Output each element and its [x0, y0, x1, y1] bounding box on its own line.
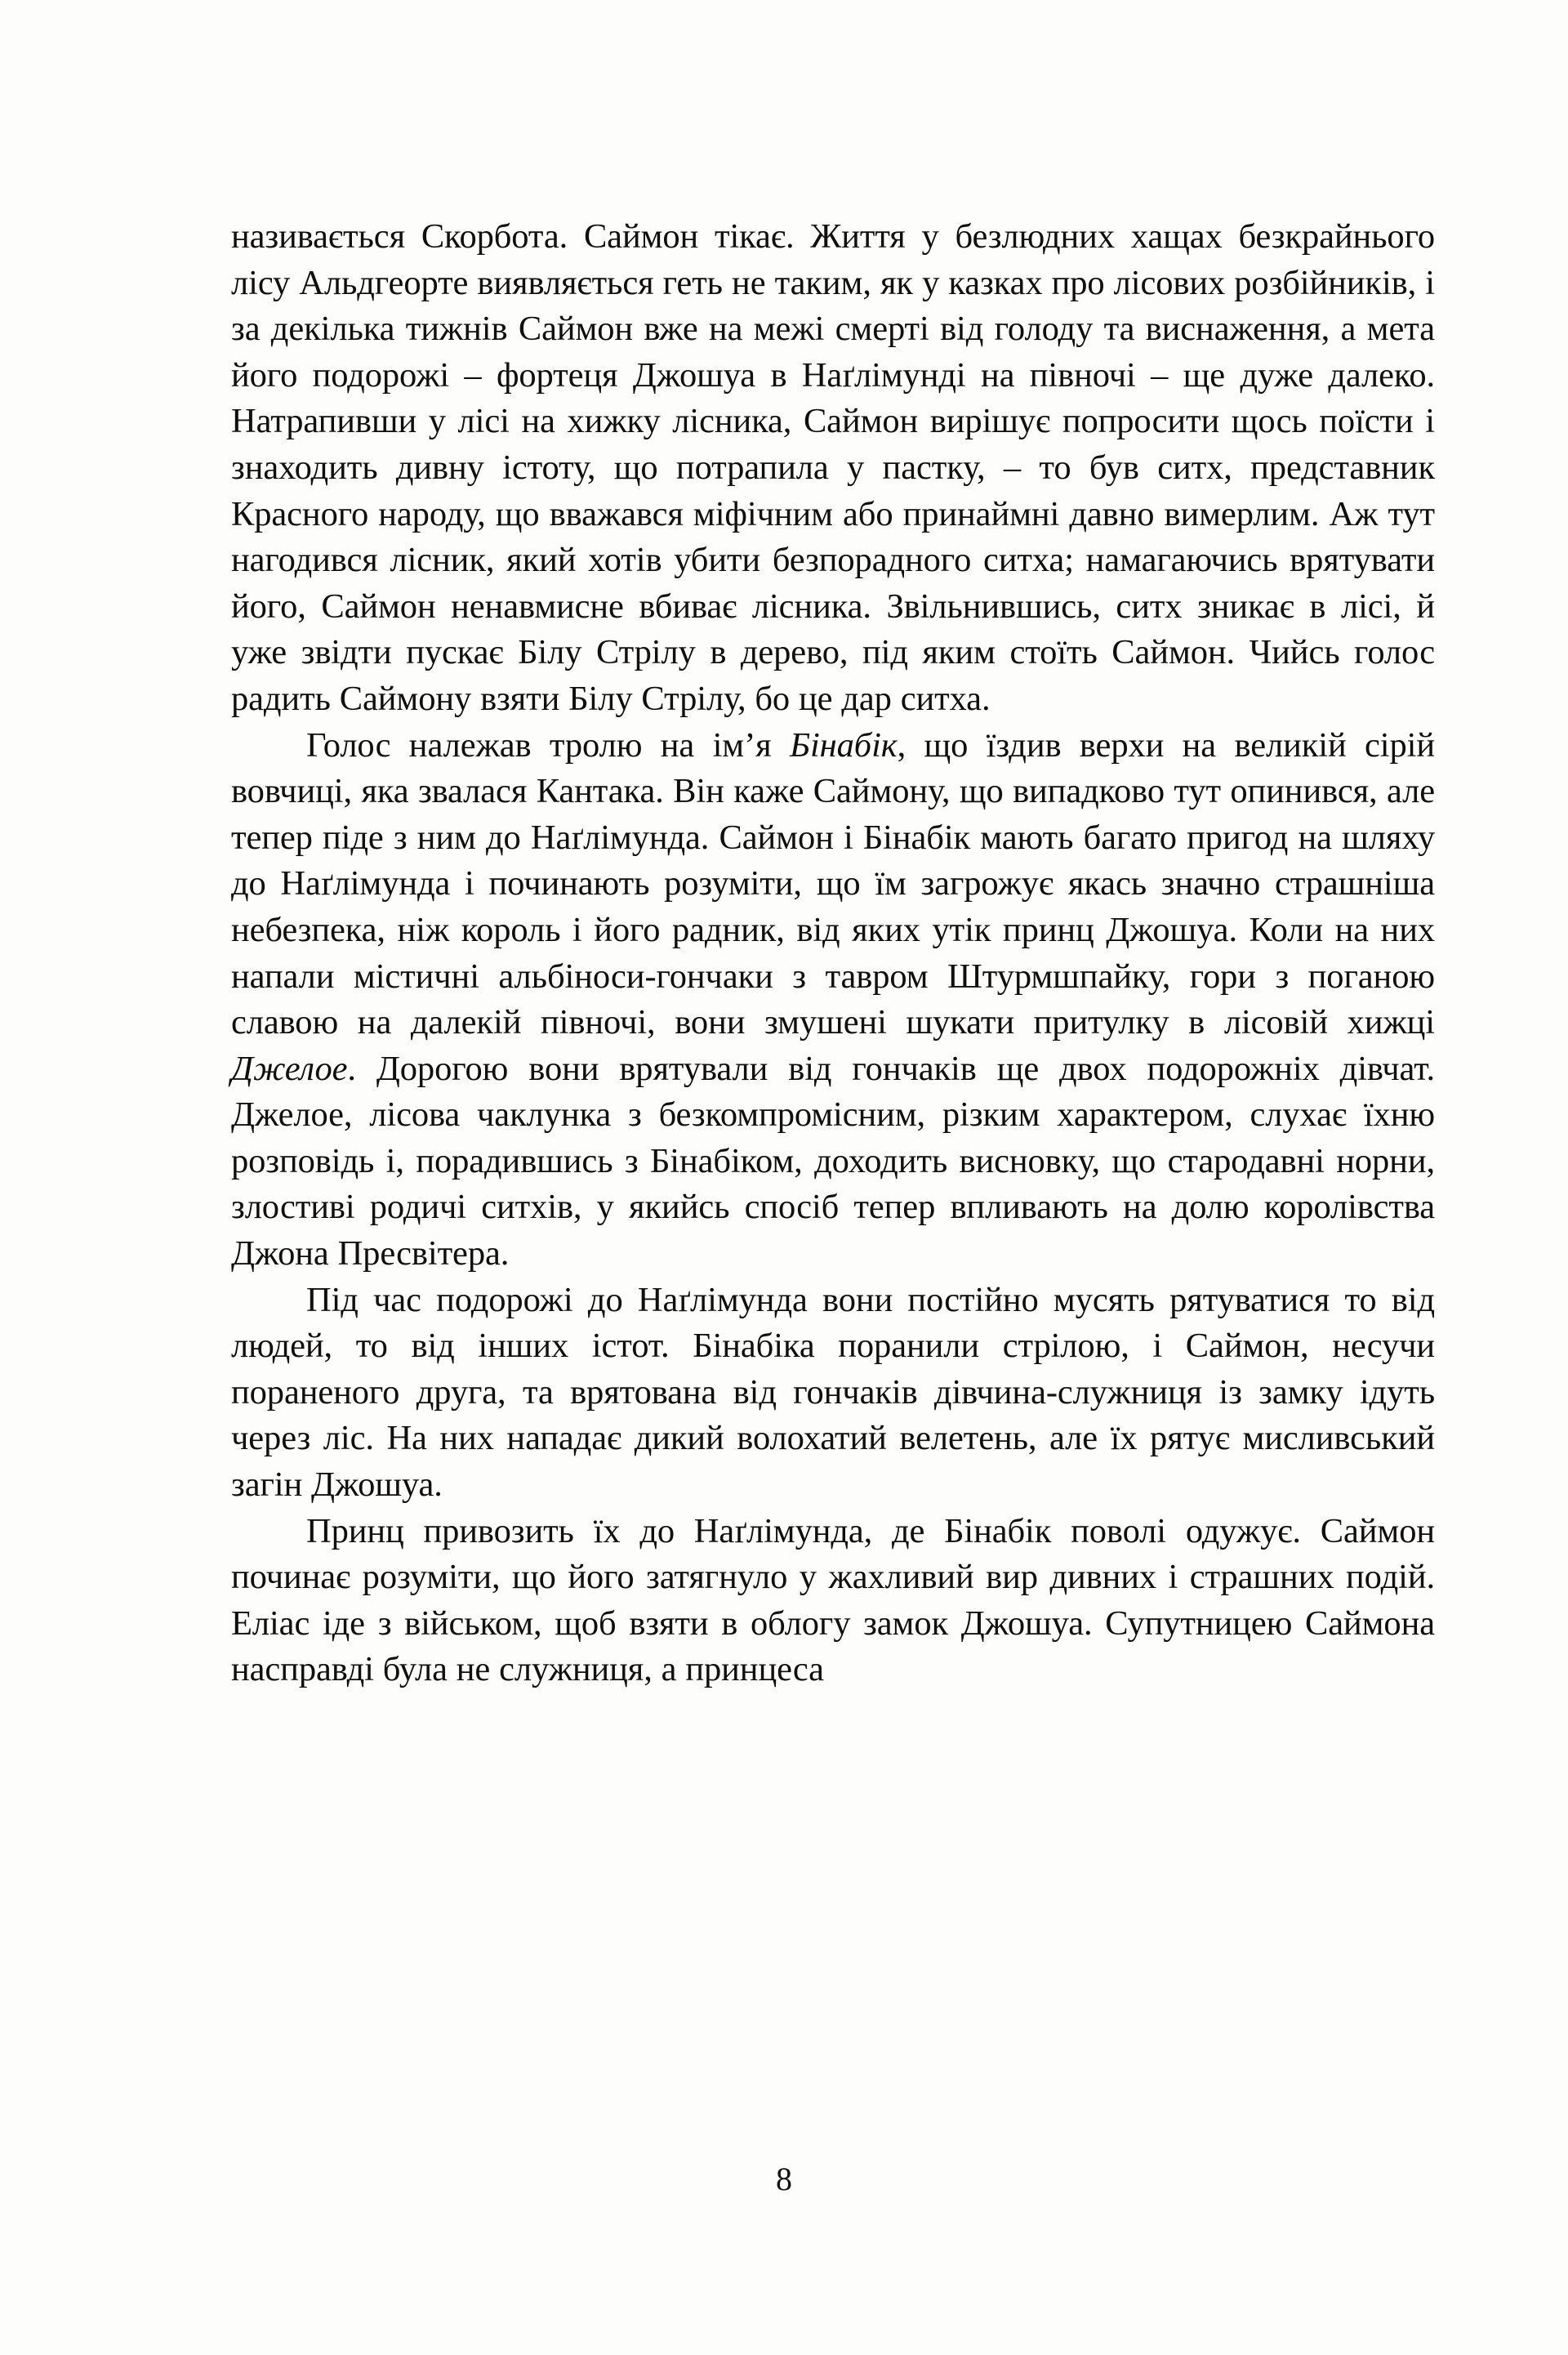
paragraph	[231, 214, 1435, 723]
paragraph	[231, 1509, 1435, 1693]
text-run: Під час подорожі до Наґлімунда вони постійно мусять рятуватися то від людей, то від інших істот. Бінабіка поранили стрілою, і Саймон, несучи пораненого друга, та врятована від гончаків дівчина-служниця із замку ідуть через ліс. На них нападає дикий волохатий велетень, але їх рятує мисливський загін Джошуа.	[231, 1280, 1435, 1505]
page-text-block	[231, 214, 1435, 1693]
text-run: Голос належав тролю на ім’я	[306, 725, 790, 765]
paragraph	[231, 1278, 1435, 1509]
paragraph	[231, 723, 1435, 1278]
text-run: Принц привозить їх до Наґлімунда, де Бінабік поволі одужує. Саймон починає розуміти, що його затягнуло у жахливий вир дивних і страшних подій. Еліас іде з військом, щоб взяти в облогу замок Джошуа. Супутницею Саймона насправді була не служниця, а принцеса	[231, 1511, 1435, 1689]
emphasised-name: Бінабік	[789, 725, 898, 765]
text-run: . Дорогою вони врятували від гончаків ще двох подорожніх дівчат. Джелое, лісова чаклунка з безкомпромісним, різким характером, слухає їхню розповідь і, порадившись з Бінабіком, доходить висновку, що стародавні норни, злостиві родичі ситхів, у якийсь спосіб тепер впливають на долю королівства Джона Пресвітера.	[231, 1049, 1435, 1273]
page-number: 8	[776, 2161, 792, 2197]
emphasised-name: Джелое	[231, 1049, 348, 1088]
text-run: , що їздив верхи на великій сірій вовчиці, яка звалася Кантака. Він каже Саймону, що випадково тут опинився, але тепер піде з ним до Наґлімунда. Саймон і Бінабік мають багато пригод на шляху до Наґлімунда і починають розуміти, що їм загрожує якась значно страшніша небезпека, ніж король і його радник, від яких утік принц Джошуа. Коли на них напали містичні альбіноси-гончаки з тавром Штурмшпайку, гори з поганою славою на далекій півночі, вони змушені шукати притулку в лісовій хижці	[231, 725, 1435, 1042]
text-run: називається Скорбота. Саймон тікає. Життя у безлюдних хащах безкрайнього лісу Альдгеорте виявляється геть не таким, як у казках про лісових розбійників, і за декілька тижнів Саймон вже на межі смерті від голоду та виснаження, а мета його подорожі – фортеця Джошуа в Наґлімунді на півночі – ще дуже далеко. Натрапивши у лісі на хижку лісника, Саймон вирішує попросити щось поїсти і знаходить дивну істоту, що потрапила у пастку, – то був ситх, представник Красного народу, що вважався міфічним або принаймні давно вимерлим. Аж тут нагодився лісник, який хотів убити безпорадного ситха; намагаючись врятувати його, Саймон ненавмисне вбиває лісника. Звільнившись, ситх зникає в лісі, й уже звідти пускає Білу Стрілу в дерево, під яким стоїть Саймон. Чийсь голос радить Саймону взяти Білу Стрілу, бо це дар ситха.	[231, 217, 1435, 718]
